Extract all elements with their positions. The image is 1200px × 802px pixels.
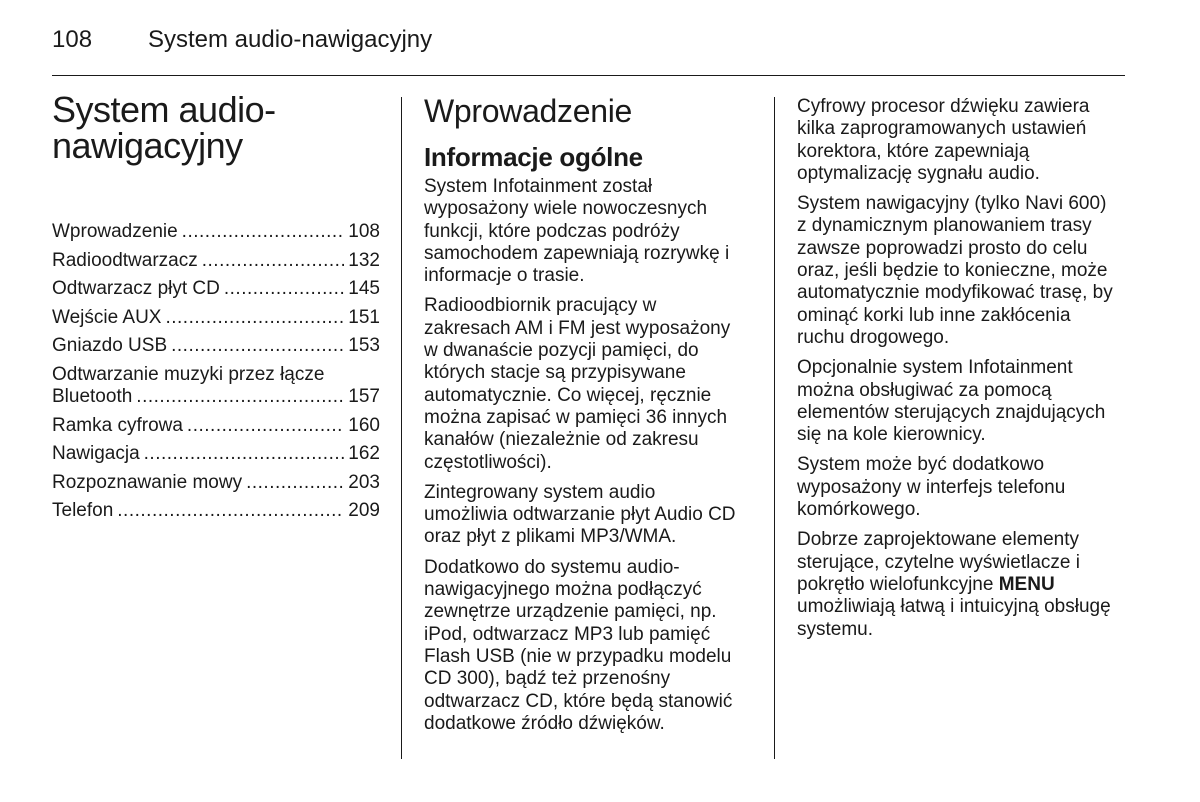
subsection-title: Informacje ogólne	[424, 142, 643, 172]
paragraph-line: których stacje są przypisywane	[424, 362, 686, 384]
paragraph-line: z dynamicznym planowaniem trasy	[797, 215, 1092, 237]
paragraph-line: elementów sterujących znajdujących	[797, 401, 1106, 423]
paragraph	[424, 176, 759, 287]
toc-leader-dots	[187, 415, 344, 438]
paragraph-line: Opcjonalnie system Infotainment	[797, 357, 1073, 379]
paragraph	[797, 454, 1132, 521]
paragraph	[424, 557, 759, 735]
toc-entry-page: 203	[348, 471, 380, 493]
paragraph-line: komórkowego.	[797, 499, 921, 521]
toc-leader-dots	[224, 278, 344, 301]
paragraph-line: iPod, odtwarzacz MP3 lub pamięć	[424, 623, 711, 645]
chapter-title-line2: nawigacyjny	[52, 125, 243, 166]
toc-entry[interactable]	[52, 500, 380, 523]
toc-entry[interactable]	[52, 307, 380, 330]
paragraph-line: umożliwia odtwarzanie płyt Audio CD	[424, 504, 736, 526]
paragraph-line: Flash USB (nie w przypadku modelu	[424, 645, 732, 667]
toc-entry-label: Bluetooth	[52, 386, 133, 407]
paragraph-line: zewnętrze urządzenie pamięci, np.	[424, 601, 717, 623]
toc-leader-dots	[202, 250, 345, 273]
toc-entry-label: Wejście AUX	[52, 306, 162, 328]
paragraph-line: można zapisać w pamięci 36 innych	[424, 406, 728, 428]
toc-entry-page: 132	[348, 249, 380, 271]
toc-entry-page: 160	[348, 414, 380, 436]
toc-entry-page: 209	[348, 500, 380, 521]
paragraph-line: Dodatkowo do systemu audio-	[424, 556, 680, 578]
running-title: System audio-nawigacyjny	[148, 26, 433, 53]
paragraph-line: się na kole kierownicy.	[797, 424, 986, 446]
toc-entry-label: Telefon	[52, 500, 114, 521]
paragraph-line: funkcji, które podczas podróży	[424, 220, 680, 242]
toc-entry[interactable]	[52, 443, 380, 466]
column-3	[797, 96, 1132, 649]
toc-leader-dots	[182, 221, 345, 244]
paragraph-line: samochodem zapewniają rozrywkę i	[424, 242, 730, 264]
paragraph-line: ruchu drogowego.	[797, 326, 950, 348]
toc-leader-dots	[136, 386, 344, 409]
toc-entry[interactable]	[52, 415, 380, 438]
toc-entry-label: Nawigacja	[52, 443, 140, 464]
paragraph-line: odtwarzacz CD, które będą stanowić	[424, 690, 733, 712]
toc-entry[interactable]	[52, 221, 380, 244]
column-2	[424, 92, 759, 743]
toc-leader-dots	[165, 307, 344, 330]
paragraph-line: korektora, które zapewniają	[797, 140, 1030, 162]
paragraph	[424, 482, 759, 549]
paragraph-line: informacje o trasie.	[424, 265, 585, 287]
paragraph	[797, 96, 1132, 185]
table-of-contents	[52, 221, 380, 523]
paragraph-line: nawigacyjnego można podłączyć	[424, 579, 702, 601]
toc-entry-label: Rozpoznawanie mowy	[52, 471, 243, 493]
toc-entry-page: 157	[348, 386, 380, 407]
toc-entry-page: 153	[348, 335, 380, 356]
paragraph-line: optymalizację sygnału audio.	[797, 162, 1040, 184]
column-toc	[52, 89, 380, 529]
paragraph-line: dodatkowe źródło dźwięków.	[424, 712, 665, 734]
paragraph-line: zakresach AM i FM jest wyposażony	[424, 317, 731, 339]
paragraph-line: zawsze poprowadzi prosto do celu	[797, 237, 1088, 259]
toc-leader-dots	[144, 443, 345, 466]
toc-entry-label: Odtwarzacz płyt CD	[52, 278, 220, 299]
paragraph-line: Cyfrowy procesor dźwięku zawiera	[797, 96, 1090, 117]
toc-entry[interactable]	[52, 364, 380, 409]
toc-entry-label: Gniazdo USB	[52, 335, 168, 356]
paragraph	[797, 357, 1132, 446]
paragraph-line: wyposażony w interfejs telefonu	[797, 476, 1066, 498]
paragraph-controls: Dobrze zaprojektowane elementy sterujące, czytelne wyświetlacze i pokrętło wielofunkcyjne MENU umożliwiają łatwą i intuicyjną obsługę systemu.	[797, 529, 1111, 640]
toc-entry[interactable]	[52, 250, 380, 273]
paragraph-line: ominąć korki lub inne zakłócenia	[797, 304, 1071, 326]
menu-keyword: MENU	[998, 573, 1055, 595]
paragraph-line: kilka zaprogramowanych ustawień	[797, 118, 1087, 140]
paragraph-line: oraz płyt z plikami MP3/WMA.	[424, 526, 677, 548]
paragraph-line: kanałów (niezależnie od zakresu	[424, 429, 699, 451]
toc-entry-page: 145	[348, 278, 380, 299]
toc-leader-dots	[246, 472, 344, 495]
paragraph-line: wyposażony wiele nowoczesnych	[424, 198, 708, 220]
toc-entry-label-line1: Odtwarzanie muzyki przez łącze	[52, 363, 325, 385]
toc-entry-page: 108	[348, 221, 380, 242]
toc-entry[interactable]	[52, 278, 380, 301]
paragraph-line: w dwanaście pozycji pamięci, do	[424, 340, 699, 362]
paragraph-line: System może być dodatkowo	[797, 454, 1045, 476]
chapter-title	[52, 89, 380, 166]
toc-entry-page: 162	[348, 443, 380, 464]
paragraph-line: Radioodbiornik pracujący w	[424, 295, 657, 317]
toc-leader-dots	[117, 500, 344, 523]
paragraph	[424, 295, 759, 473]
column-divider-1	[401, 97, 402, 759]
page-number: 108	[52, 26, 93, 53]
paragraph-line: automatycznie. Co więcej, ręcznie	[424, 384, 712, 406]
toc-entry[interactable]	[52, 472, 380, 495]
paragraph-line: można obsługiwać za pomocą	[797, 379, 1052, 401]
section-title: Wprowadzenie	[424, 93, 633, 129]
toc-entry-label: Wprowadzenie	[52, 221, 178, 242]
paragraph-line: System Infotainment został	[424, 176, 653, 197]
chapter-title-line1: System audio-	[52, 89, 276, 130]
paragraph	[797, 193, 1132, 349]
column-3-body	[797, 96, 1132, 521]
paragraph-line: System nawigacyjny (tylko Navi 600)	[797, 193, 1107, 215]
paragraph-line: oraz, jeśli będzie to konieczne, może	[797, 260, 1108, 282]
header-rule	[52, 75, 1125, 76]
running-header	[52, 26, 432, 54]
toc-entry-label: Radioodtwarzacz	[52, 249, 198, 271]
toc-entry[interactable]	[52, 335, 380, 358]
column-2-body	[424, 176, 759, 735]
paragraph-line: automatycznie modyfikować trasę, by	[797, 282, 1113, 304]
column-divider-2	[774, 97, 775, 759]
paragraph-line: CD 300), bądź też przenośny	[424, 668, 671, 690]
toc-entry-label: Ramka cyfrowa	[52, 414, 183, 436]
paragraph-line: częstotliwości).	[424, 451, 552, 473]
toc-entry-page: 151	[348, 306, 380, 328]
toc-leader-dots	[171, 335, 344, 358]
paragraph-line: Zintegrowany system audio	[424, 481, 656, 503]
